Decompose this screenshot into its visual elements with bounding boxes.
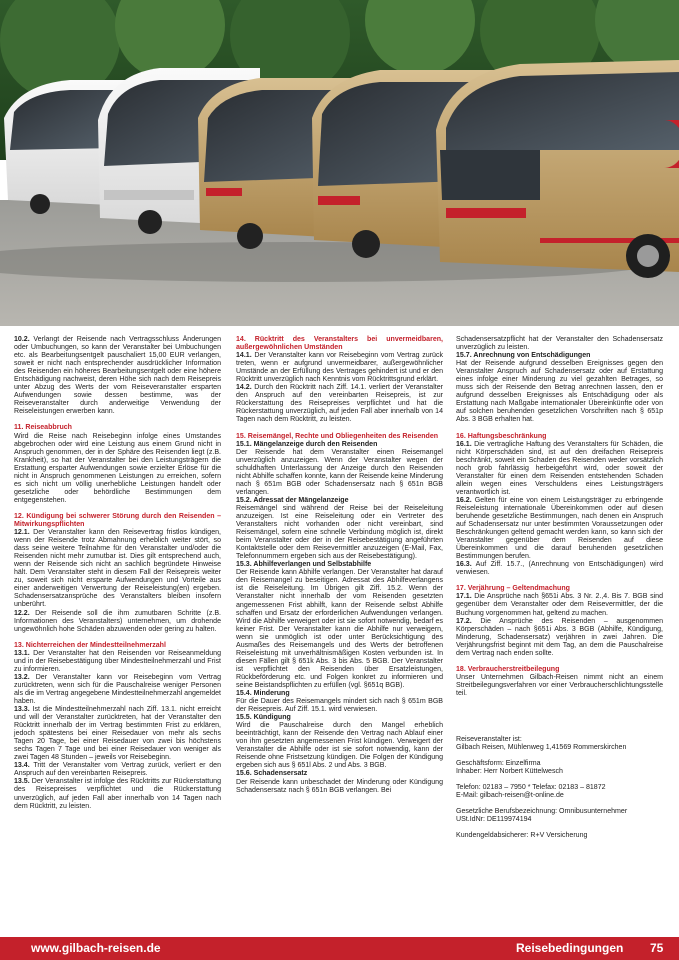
terms-text [14, 336, 666, 930]
clause-number: 13.2. [14, 673, 30, 681]
paragraph [14, 529, 221, 609]
clause-text: Für die Dauer des Reisemangels mindert sich nach § 651m BGB der Reisepreis. Auf Ziff. 15.1. wird verwiesen. [236, 698, 443, 714]
subsection-heading: 15.6. Schadensersatz [236, 770, 308, 778]
paragraph [456, 593, 663, 617]
imprint-line: Reiseveranstalter ist: [456, 735, 522, 743]
imprint-line: Geschäftsform: Einzelfirma [456, 760, 541, 768]
spacer [456, 752, 663, 760]
clause-number: 17.1. [456, 593, 472, 601]
paragraph [14, 433, 221, 505]
paragraph [14, 610, 221, 634]
section-heading: 17. Verjährung – Geltendmachung [456, 585, 570, 593]
imprint-line: USt.IdNr: DE119974194 [456, 816, 532, 824]
footer-title: Reisebedingungen [516, 941, 624, 955]
column-3 [456, 336, 663, 840]
column-1 [14, 336, 221, 811]
paragraph [14, 650, 221, 674]
paragraph [236, 505, 443, 561]
clause-text: Wird die Reise nach Reisebeginn infolge eines Umstandes abgebrochen oder wird eine Leistung aus einem Grund nicht in Anspruch genommen, der in der Sphäre des Reisenden liegt (z.B. Krankheit), so hat der Veranstalter bei den Leistungsträgern die Erstattung ersparter Aufwendungen sowie erzielter Erlöse für die nicht in Anspruch genommenen Leistungen zu erreichen, sofern es sich nicht um völlig unerhebliche Leistungen handelt oder gesetzliche oder behördliche Bestimmungen dem entgegenstehen. [14, 432, 221, 504]
paragraph [14, 778, 221, 810]
paragraph [456, 674, 663, 698]
clause-text: Der Reisende kann unbeschadet der Minderung oder Kündigung Schadensersatz nach § 651n BGB verlangen. Bei [236, 778, 443, 794]
subsection-heading: 15.2. Adressat der Mängelanzeige [236, 496, 349, 504]
clause-text: Der Reisende soll die ihm zumutbaren Schritte (z.B. Informationen des Veranstalters) unternehmen, um drohende ungewöhnlich hohe Schäden abzuwenden oder gering zu halten. [14, 609, 221, 633]
clause-number: 16.2. [456, 496, 472, 504]
clause-number: 12.2. [14, 609, 30, 617]
spacer [456, 800, 663, 808]
clause-number: 13.3. [14, 706, 30, 714]
paragraph [236, 384, 443, 424]
clause-text: Verlangt der Reisende nach Vertragsschluss Änderungen oder Umbuchungen, so kann der Veranstalter bei Umbuchungen etc. als Bearbeitungsentgelt pauschaliert 15,00 EUR verlangen, soweit er nicht nach entsprechender ausdrücklicher Information des Reisenden ein höheres Bearbeitungsentgelt oder eine höhere Entschädigung nachweist, deren Höhe sich nach dem Reisepreis unter Abzug des Werts der vom Reiseveranstalter ersparten Aufwendungen sowie dessen bestimme, was der Reiseveranstalter durch anderweitige Verwendung der Reiseleistungen erwerben kann. [14, 336, 221, 416]
clause-text: Die Ansprüche des Reisenden – ausgenommen Körperschäden – nach §651i Abs. 3 BGB (Abhilfe, Kündigung, Minderung, Schadensersatz) verjähren in zwei Jahren. Die Verjährungsfrist beginnt mit dem Tag, an dem die Pauschalreise dem Vertrag nach enden sollte. [456, 617, 663, 657]
clause-text: Durch den Rücktritt nach Ziff. 14.1. verliert der Veranstalter den Anspruch auf den vereinbarten Reisepreis, ist zur Rückerstattung des Reisepreises verpflichtet und hat die Rückerstattung unverzüglich, auf jeden Fall aber innerhalb von 14 Tagen nach dem Rücktritt, zu leisten. [236, 384, 443, 424]
clause-text: Der Veranstalter kann vor Reisebeginn vom Vertrag zurück treten, wenn er aufgrund unvermeidbarer, außergewöhnlicher Umstände an der Erfüllung des Vertrages gehindert ist und er den Rücktritt unverzüglich nach Kenntnis vom Rücktrittsgrund erklärt. [236, 352, 443, 384]
clause-number: 17.2. [456, 617, 472, 625]
imprint-line: Gilbach Reisen, Mühlenweg 1,41569 Rommerskirchen [456, 744, 627, 752]
section-heading: 13. Nichterreichen der Mindestteilnehmerzahl [14, 641, 166, 649]
paragraph [236, 698, 443, 714]
clause-number: 16.3. [456, 561, 472, 569]
paragraph [14, 674, 221, 706]
paragraph [456, 360, 663, 424]
clause-number: 12.1. [14, 529, 30, 537]
section-heading: 14. Rücktritt des Veranstalters bei unvermeidbaren, außergewöhnlichen Umständen [236, 336, 443, 352]
subsection-heading: 15.1. Mängelanzeige durch den Reisenden [236, 440, 378, 448]
subsection-heading: 15.7. Anrechnung von Entschädigungen [456, 352, 591, 360]
clause-text: Schadensersatzpflicht hat der Veranstalter den Schadensersatz unverzüglich zu leisten. [456, 336, 663, 352]
clause-text: Hat der Reisende aufgrund desselben Ereignisses gegen den Veranstalter Anspruch auf Schadensersatz oder auf Erstattung eines infolge einer Minderung zu viel gezahlten Betrages, so muss sich der Reisende den Betrag anrechnen lassen, den er aufgrund desselben Ereignisses als Entschädigung oder als Erstattung nach Maßgabe internationaler Übereinkünfte oder von auf solchen beruhenden gesetzlichen Vorschriften nach § 651p Abs. 3 BGB erhalten hat. [456, 360, 663, 424]
imprint-line: Inhaber: Herr Norbert Küttelwesch [456, 768, 563, 776]
subsection-heading: 15.3. Abhilfeverlangen und Selbstabhilfe [236, 561, 372, 569]
column-2 [236, 336, 443, 795]
paragraph [456, 336, 663, 352]
imprint-line: Kundengeldabsicherer: R+V Versicherung [456, 832, 588, 840]
subsection-heading: 15.5. Kündigung [236, 714, 291, 722]
clause-text: Der Veranstalter hat den Reisenden vor Reiseanmeldung und in der Reisebestätigung über Mindestteilnehmerzahl und Frist zu informieren. [14, 649, 221, 673]
clause-text: Der Veranstalter ist infolge des Rücktritts zur Rückerstattung des Reisepreises verpflichtet und die Rückerstattung unverzüglich, auf jeden Fall aber innerhalb von 14 Tagen nach dem Rücktritt, zu leisten. [14, 778, 221, 810]
paragraph [14, 336, 221, 416]
clause-number: 14.2. [236, 384, 252, 392]
clause-number: 16.1. [456, 440, 472, 448]
clause-text: Reisemängel sind während der Reise bei der Reiseleitung anzuzeigen. Ist eine Reiseleitung oder ein Vertreter des Veranstalters nicht vorhanden oder nicht vereinbart, sind Reisemängel, sofern eine schnelle Verbindung möglich ist, direkt beim Veranstalter oder der in der Reisebestätigung angeführten Kontaktstelle oder dem Reisevermittler anzuzeigen (E-Mail, Fax, Telefonnummern ergeben sich aus der Reisebestätigung). [236, 504, 443, 561]
clause-text: Gelten für eine von einem Leistungsträger zu erbringende Reiseleistung internationale Übereinkommen oder auf diesen beruhende gesetzliche Bestimmungen, nach denen ein Anspruch auf Schadensersatz nur unter bestimmten Voraussetzungen oder Beschränkungen geltend gemacht werden kann, so kann sich der Veranstalter gegenüber dem Reisenden auf diese Übereinkommen und die darauf beruhenden gesetzlichen Bestimmungen berufen. [456, 496, 663, 561]
imprint-line: Telefon: 02183 – 7950 * Telefax: 02183 – 81872 [456, 784, 606, 792]
website-link[interactable]: www.gilbach-reisen.de [31, 941, 161, 955]
clause-text: Der Reisende kann Abhilfe verlangen. Der Veranstalter hat darauf den Reisemangel zu beseitigen. Adressat des Abhilfeverlangens ist die Reiseleitung. Im Übrigen gilt Ziff. 15.2. Wenn der Veranstalter nicht innerhalb der vom Reisenden gesetzten angemessenen Frist abhilft, kann der Reisende selbst Abhilfe schaffen und Ersatz der erforderlichen Aufwendungen verlangen. Wird die Abhilfe verweigert oder ist sie sofort notwendig, bedarf es keiner Frist. Der Veranstalter kann die Abhilfe nur verweigern, wenn sie unmöglich ist oder unter Berücksichtigung des Ausmaßes des Reisemangels und des Werts der betroffenen Reiseleistung mit unverhältnismäßigen Kosten verbunden ist. In diesen Fällen gilt § 651k Abs. 3 bis Abs. 5 BGB. Der Veranstalter ist verpflichtet den Reisenden über Ersatzleistungen, Rückbeförderung etc. und Folgen konkret zu informieren und seine Beistandspflichten zu erfüllen (vgl. §651q BGB). [236, 569, 443, 689]
footer-bar [0, 937, 679, 960]
paragraph [236, 352, 443, 384]
spacer [14, 505, 221, 513]
spacer [456, 698, 663, 736]
spacer [456, 658, 663, 666]
subsection-heading: 15.4. Minderung [236, 690, 290, 698]
clause-text: Die Ansprüche nach §651i Abs. 3 Nr. 2.,4. Bis 7. BGB sind gegenüber dem Veranstalter oder dem Reisevermittler, der die Buchung vorgenommen hat, geltend zu machen. [456, 593, 663, 617]
clause-number: 13.4. [14, 762, 30, 770]
section-heading: 16. Haftungsbeschränkung [456, 432, 547, 440]
paragraph [14, 706, 221, 762]
spacer [456, 577, 663, 585]
clause-text: Auf Ziff. 15.7., (Anrechnung von Entschädigungen) wird verwiesen. [456, 561, 663, 577]
section-heading: 18. Verbraucherstreitbeilegung [456, 665, 560, 673]
clause-number: 14.1. [236, 352, 252, 360]
clause-text: Unser Unternehmen Gilbach-Reisen nimmt nicht an einem Streitbeilegungsverfahren vor einer Verbraucherschlichtungsstelle teil. [456, 673, 663, 697]
bus-fleet-photo [0, 0, 679, 326]
paragraph [456, 441, 663, 497]
section-heading: 11. Reiseabbruch [14, 424, 72, 432]
paragraph [236, 722, 443, 770]
paragraph [236, 569, 443, 690]
spacer [14, 634, 221, 642]
paragraph [236, 449, 443, 497]
paragraph [456, 618, 663, 658]
clause-text: Tritt der Veranstalter vom Vertrag zurück, verliert er den Anspruch auf den vereinbarten Reisepreis. [14, 762, 221, 778]
paragraph [456, 497, 663, 561]
spacer [14, 416, 221, 424]
spacer [456, 425, 663, 433]
paragraph [236, 779, 443, 795]
clause-text: Wird die Pauschalreise durch den Mangel erheblich beeinträchtigt, kann der Reisende den Vertrag nach Ablauf einer von ihm gesetzten angemessenen Frist kündigen. Verweigert der Veranstalter die Abhilfe oder ist sie sofort notwendig, kann der Reisende ohne Fristsetzung kündigen. Die Folgen der Kündigung ergeben sich aus § 651l Abs. 2 und Abs. 3 BGB. [236, 722, 443, 770]
clause-number: 10.2. [14, 336, 30, 343]
imprint-line: Gesetzliche Berufsbezeichnung: Omnibusunternehmer [456, 808, 628, 816]
clause-text: Ist die Mindestteilnehmerzahl nach Ziff. 13.1. nicht erreicht und will der Veranstalter zurücktreten, hat der Veranstalter den Rücktritt innerhalb der im Vertrag bestimmten Frist zu erklären, jedoch spätestens bei einer Reisedauer von mehr als sechs Tagen 20 Tage, bei einer Reisedauer von zwei bis höchstens sechs Tagen 7 Tage und bei einer Reisedauer von weniger als zwei Tagen 48 Stunden – jeweils vor Reisebeginn. [14, 706, 221, 762]
clause-text: Der Reisende hat dem Veranstalter einen Reisemangel unverzüglich anzuzeigen. Wenn der Veranstalter wegen der schuldhaften Unterlassung der Anzeige durch den Reisenden nicht Abhilfe schaffen konnte, kann der Reisende keine Minderung nach § 651m BGB oder Schadensersatz nach § 651n BGB verlangen. [236, 448, 443, 496]
section-heading: 15. Reisemängel, Rechte und Obliegenheiten des Reisenden [236, 432, 439, 440]
clause-number: 13.1. [14, 649, 30, 657]
paragraph [14, 762, 221, 778]
section-heading: 12. Kündigung bei schwerer Störung durch den Reisenden – Mitwirkungspflichten [14, 512, 221, 528]
clause-text: Der Veranstalter kann vor Reisebeginn vom Vertrag zurücktreten, wenn sich für die Pauschalreise weniger Personen als die im Vertrag angegebene Mindestteilnehmerzahl angemeldet haben. [14, 673, 221, 705]
bus-fleet-icon [0, 0, 679, 326]
spacer [456, 776, 663, 784]
spacer [456, 824, 663, 832]
clause-text: Die vertragliche Haftung des Veranstalters für Schäden, die nicht Körperschäden sind, ist auf den dreifachen Reisepreis beschränkt, soweit ein Schaden des Reisenden weder vorsätzlich noch grob fahrlässig herbeigeführt wird, oder soweit der Veranstalter für einen dem Reisenden entstehenden Schaden allein wegen eines Verschuldens eines Leistungsträgers verantwortlich ist. [456, 440, 663, 496]
paragraph [456, 561, 663, 577]
page-number: 75 [650, 941, 664, 955]
spacer [236, 425, 443, 433]
clause-text: Der Veranstalter kann den Reisevertrag fristlos kündigen, wenn der Reisende trotz Abmahnung erheblich weiter stört, so dass seine weitere Teilnahme für den Veranstalter und/oder die Reisenden nicht mehr zumutbar ist. Dies gilt entsprechend auch, wenn der Reisende sich nicht an sachlich begründete Hinweise hält. Dem Veranstalter steht in diesem Fall der Reisepreis weiter zu, soweit sich nicht ersparte Aufwendungen und Vorteile aus einer anderweitigen Verwertung der Reiseleistung(en) ergeben. Schadensersatzansprüche des Veranstalters bleiben insofern unberührt. [14, 529, 221, 609]
imprint-line: E-Mail: gilbach-reisen@t-online.de [456, 792, 564, 800]
clause-number: 13.5. [14, 778, 30, 786]
